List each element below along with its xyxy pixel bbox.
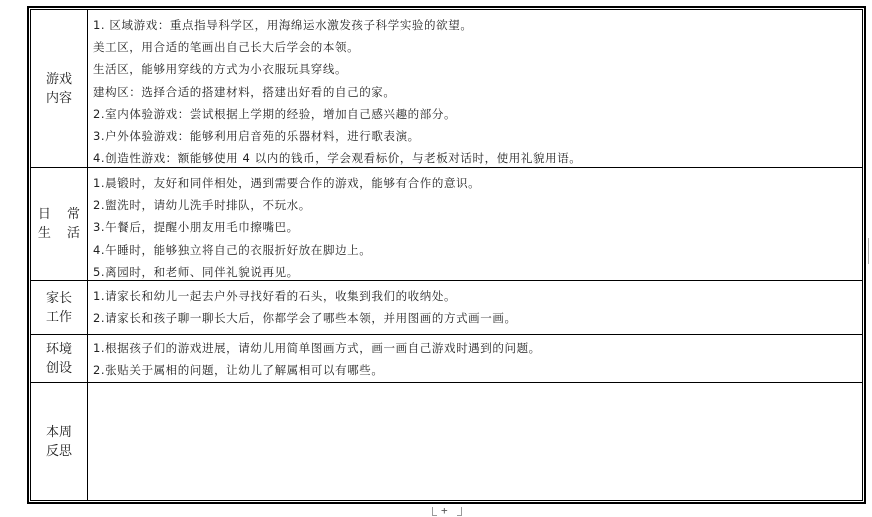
row-content-environment[interactable] — [93, 337, 858, 381]
content-line: 2.请家长和孩子聊一聊长大后，你都学会了哪些本领，并用图画的方式画一画。 — [93, 311, 517, 326]
content-line: 1.晨锻时，友好和同伴相处，遇到需要合作的游戏，能够有合作的意识。 — [93, 176, 481, 190]
row-label-reflection — [31, 383, 88, 500]
plus-icon: + — [441, 504, 448, 517]
content-line: 5.离园时，和老师、同伴礼貌说再见。 — [93, 264, 299, 279]
content-line: 美工区，用合适的笔画出自己长大后学会的本领。 — [93, 40, 360, 55]
content-line: 1.请家长和幼儿一起去户外寻找好看的石头，收集到我们的收纳处。 — [93, 289, 457, 303]
table-row-games — [31, 10, 862, 168]
content-line: 1. 区域游戏：重点指导科学区，用海绵运水激发孩子科学实验的欲望。 — [93, 18, 473, 32]
content-line: 3.户外体验游戏：能够利用启音苑的乐器材料，进行歌表演。 — [93, 128, 420, 143]
content-line: 1.根据孩子们的游戏进展，请幼儿用简单图画方式，画一画自己游戏时遇到的问题。 — [93, 341, 541, 355]
table-row-daily — [31, 168, 862, 281]
resize-edge-marker[interactable] — [868, 238, 869, 264]
row-label-line: 反思 — [45, 443, 72, 459]
table-row-parents — [31, 281, 862, 335]
row-label-line: 游戏 — [45, 71, 72, 87]
row-label-line: 内容 — [45, 90, 72, 106]
table-move-handle-icon[interactable] — [432, 505, 462, 516]
content-line: 建构区：选择合适的搭建材料，搭建出好看的自己的家。 — [93, 84, 396, 99]
table-row-environment — [31, 335, 862, 383]
content-line: 2.盥洗时，请幼儿洗手时排队，不玩水。 — [93, 198, 311, 213]
content-line: 4.午睡时，能够独立将自己的衣服折好放在脚边上。 — [93, 242, 372, 257]
row-label-line: 创设 — [45, 360, 72, 376]
row-label-daily — [31, 168, 88, 280]
row-content-parents[interactable] — [93, 285, 858, 329]
content-line: 2.室内体验游戏：尝试根据上学期的经验，增加自己感兴趣的部分。 — [93, 106, 457, 121]
row-label-line: 日 常 — [37, 207, 87, 222]
row-content-reflection[interactable] — [93, 387, 858, 495]
content-line: 2.张贴关于属相的问题，让幼儿了解属相可以有哪些。 — [93, 363, 384, 378]
content-line: 生活区，能够用穿线的方式为小衣服玩具穿线。 — [93, 62, 348, 77]
handle-corner-right — [457, 507, 462, 516]
row-label-games — [31, 10, 88, 167]
row-label-line: 环境 — [45, 341, 72, 357]
row-label-parents — [31, 281, 88, 334]
table-row-reflection — [31, 383, 862, 500]
row-label-environment — [31, 335, 88, 382]
row-content-daily[interactable] — [93, 172, 858, 283]
row-label-line: 生 活 — [37, 226, 87, 241]
handle-corner-left — [432, 507, 437, 516]
row-label-line: 本周 — [45, 424, 72, 440]
row-content-games[interactable] — [93, 14, 858, 169]
plan-table — [30, 9, 863, 501]
row-label-line: 工作 — [45, 309, 72, 325]
row-label-line: 家长 — [45, 290, 72, 306]
content-line: 4.创造性游戏：额能够使用 4 以内的钱币，学会观看标价，与老板对话时，使用礼貌用语。 — [93, 151, 582, 166]
content-line: 3.午餐后，提醒小朋友用毛巾擦嘴巴。 — [93, 220, 299, 235]
